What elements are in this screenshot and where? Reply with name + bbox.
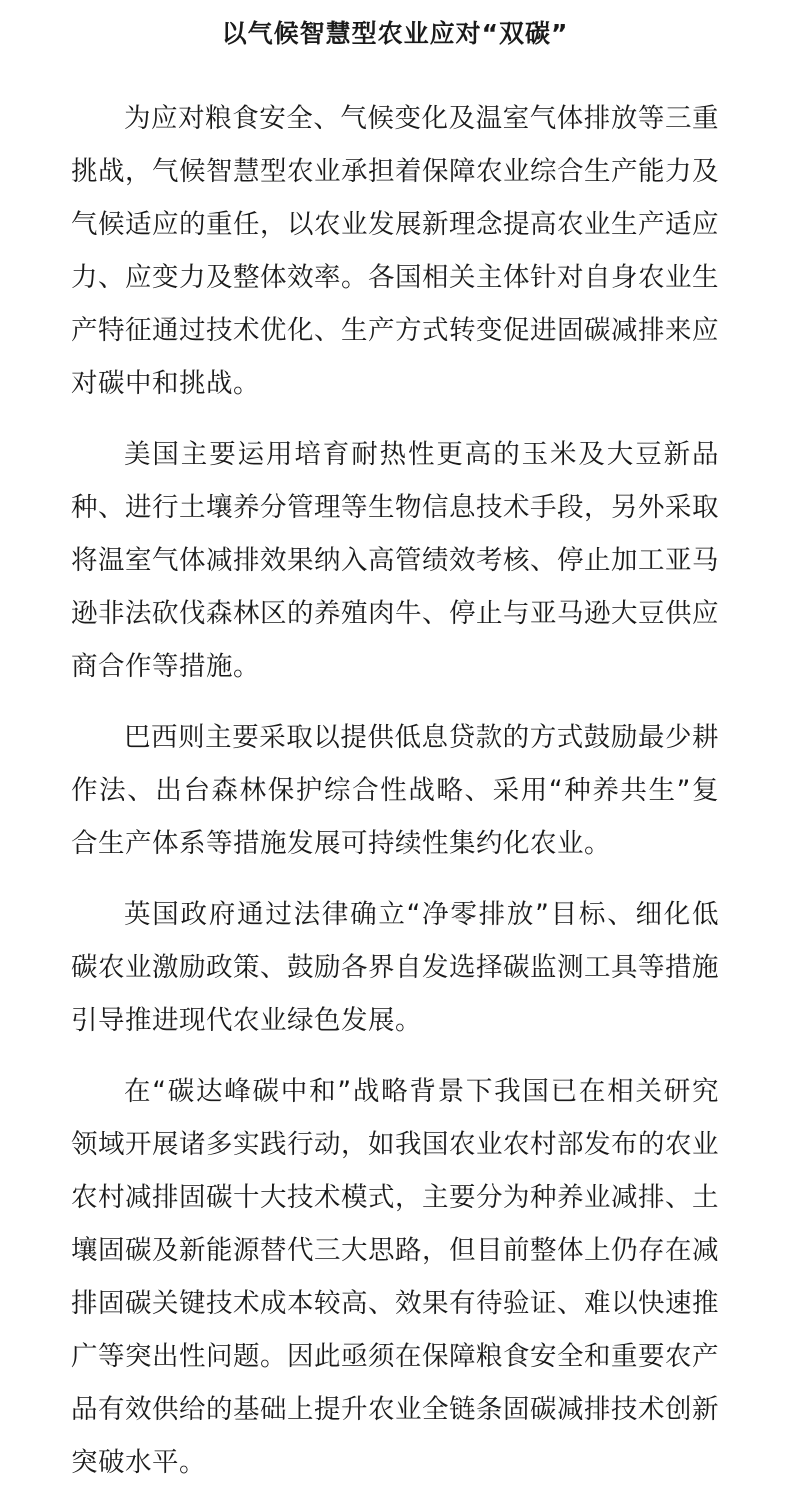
article-paragraph-3: 巴西则主要采取以提供低息贷款的方式鼓励最少耕作法、出台森林保护综合性战略、采用“种养共生”复合生产体系等措施发展可持续性集约化农业。 (71, 722, 719, 859)
article-title: 以气候智慧型农业应对“双碳” (221, 19, 569, 48)
article (71, 0, 719, 1489)
article-paragraph-2: 美国主要运用培育耐热性更高的玉米及大豆新品种、进行土壤养分管理等生物信息技术手段，另外采取将温室气体减排效果纳入高管绩效考核、停止加工亚马逊非法砍伐森林区的养殖肉牛、停止与亚马逊大豆供应商合作等措施。 (71, 439, 719, 682)
article-paragraph-5: 在“碳达峰碳中和”战略背景下我国已在相关研究领域开展诸多实践行动，如我国农业农村部发布的农业农村减排固碳十大技术模式，主要分为种养业减排、土壤固碳及新能源替代三大思路，但目前整体上仍存在减排固碳关键技术成本较高、效果有待验证、难以快速推广等突出性问题。因此亟须在保障粮食安全和重要农产品有效供给的基础上提升农业全链条固碳减排技术创新突破水平。 (71, 1076, 719, 1478)
article-paragraph-1: 为应对粮食安全、气候变化及温室气体排放等三重挑战，气候智慧型农业承担着保障农业综合生产能力及气候适应的重任，以农业发展新理念提高农业生产适应力、应变力及整体效率。各国相关主体针对自身农业生产特征通过技术优化、生产方式转变促进固碳减排来应对碳中和挑战。 (71, 103, 719, 399)
article-paragraph-4: 英国政府通过法律确立“净零排放”目标、细化低碳农业激励政策、鼓励各界自发选择碳监测工具等措施引导推进现代农业绿色发展。 (71, 899, 719, 1036)
